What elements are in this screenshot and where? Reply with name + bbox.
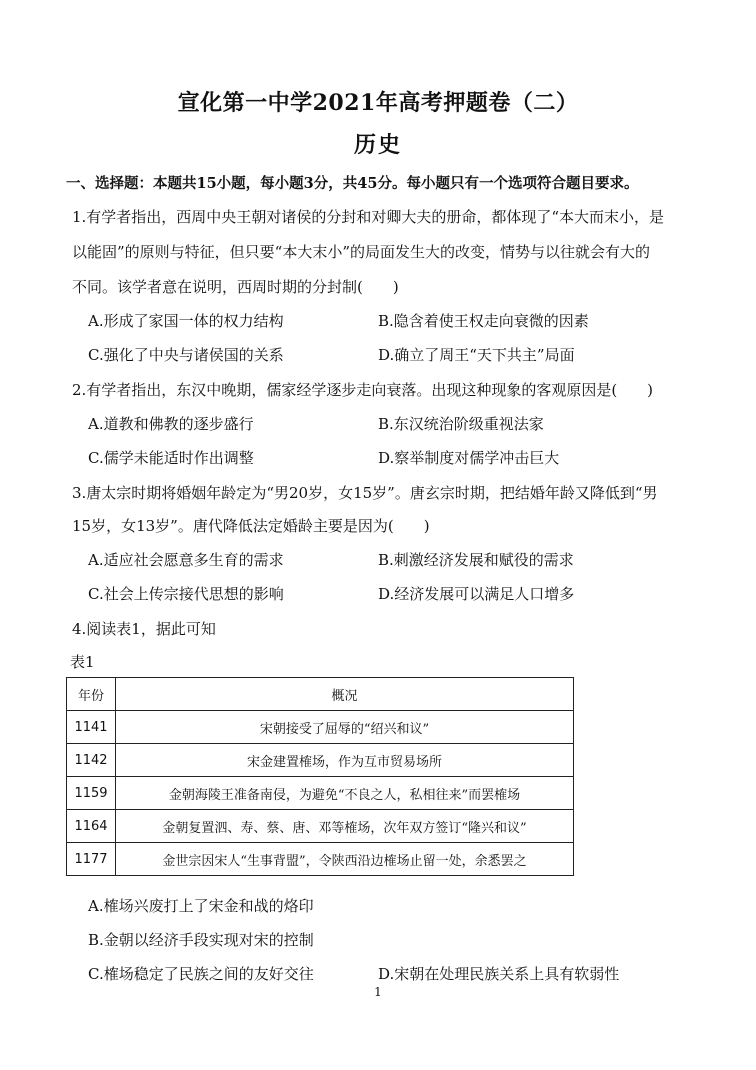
question-4-option-b: B.金朝以经济手段实现对宋的控制 (88, 931, 314, 949)
question-2-line-1: 2.有学者指出，东汉中晚期，儒家经学逐步走向衰落。出现这种现象的客观原因是( ) (72, 381, 654, 399)
question-4-option-a: A.榷场兴废打上了宋金和战的烙印 (88, 897, 314, 915)
table-cell-year: 1164 (67, 810, 116, 843)
table-cell-year: 1177 (67, 843, 116, 876)
table-row (67, 843, 574, 876)
question-4-line-1: 4.阅读表1，据此可知 (72, 620, 216, 638)
history-table (66, 677, 574, 876)
table-header-summary: 概况 (116, 678, 574, 711)
question-3-line-1: 3.唐太宗时期将婚姻年龄定为“男20岁，女15岁”。唐玄宗时期，把结婚年龄又降低到“男 (72, 484, 658, 502)
question-2-option-c: C.儒学未能适时作出调整 (88, 449, 254, 467)
table-cell-summary: 金朝复置泗、寿、蔡、唐、邓等榷场，次年双方签订“隆兴和议” (116, 810, 574, 843)
table-row (67, 777, 574, 810)
section-heading: 一、选择题：本题共15小题，每小题3分，共45分。每小题只有一个选项符合题目要求。 (66, 175, 639, 192)
table-cell-summary: 金朝海陵王准备南侵，为避免“不良之人，私相往来”而罢榷场 (116, 777, 574, 810)
subject-title: 历史 (353, 132, 402, 158)
question-3-option-b: B.刺激经济发展和赋役的需求 (378, 551, 574, 569)
question-1-line-1: 1.有学者指出，西周中央王朝对诸侯的分封和对卿大夫的册命，都体现了“本大而末小，是 (72, 208, 664, 226)
table-caption: 表1 (70, 653, 95, 671)
table-row (67, 810, 574, 843)
question-4-option-c: C.榷场稳定了民族之间的友好交往 (88, 965, 314, 983)
question-2-option-d: D.察举制度对儒学冲击巨大 (378, 449, 560, 467)
question-1-line-2: 以能固”的原则与特征，但只要“本大末小”的局面发生大的改变，情势与以往就会有大的 (72, 243, 651, 261)
page-number: 1 (374, 985, 382, 999)
question-1-option-c: C.强化了中央与诸侯国的关系 (88, 346, 284, 364)
table-row (67, 744, 574, 777)
question-2-option-a: A.道教和佛教的逐步盛行 (88, 415, 254, 433)
question-1-option-d: D.确立了周王“天下共主”局面 (378, 346, 575, 364)
table-cell-year: 1159 (67, 777, 116, 810)
table-cell-summary: 宋朝接受了屈辱的“绍兴和议” (116, 711, 574, 744)
table-header-row (67, 678, 574, 711)
question-4-option-d: D.宋朝在处理民族关系上具有软弱性 (378, 965, 620, 983)
question-1-line-3: 不同。该学者意在说明，西周时期的分封制( ) (72, 278, 399, 296)
table-cell-summary: 金世宗因宋人“生事背盟”，令陕西沿边榷场止留一处，余悉罢之 (116, 843, 574, 876)
table-cell-year: 1142 (67, 744, 116, 777)
table-cell-summary: 宋金建置榷场，作为互市贸易场所 (116, 744, 574, 777)
question-3-line-2: 15岁，女13岁”。唐代降低法定婚龄主要是因为( ) (72, 517, 430, 535)
question-1-option-b: B.隐含着使王权走向衰微的因素 (378, 312, 589, 330)
question-3-option-d: D.经济发展可以满足人口增多 (378, 585, 575, 603)
table-cell-year: 1141 (67, 711, 116, 744)
question-1-option-a: A.形成了家国一体的权力结构 (88, 312, 284, 330)
question-3-option-c: C.社会上传宗接代思想的影响 (88, 585, 284, 603)
exam-title: 宣化第一中学2021年高考押题卷（二） (177, 90, 579, 116)
question-3-option-a: A.适应社会愿意多生育的需求 (88, 551, 284, 569)
table-row (67, 711, 574, 744)
question-2-option-b: B.东汉统治阶级重视法家 (378, 415, 544, 433)
table-header-year: 年份 (67, 678, 116, 711)
